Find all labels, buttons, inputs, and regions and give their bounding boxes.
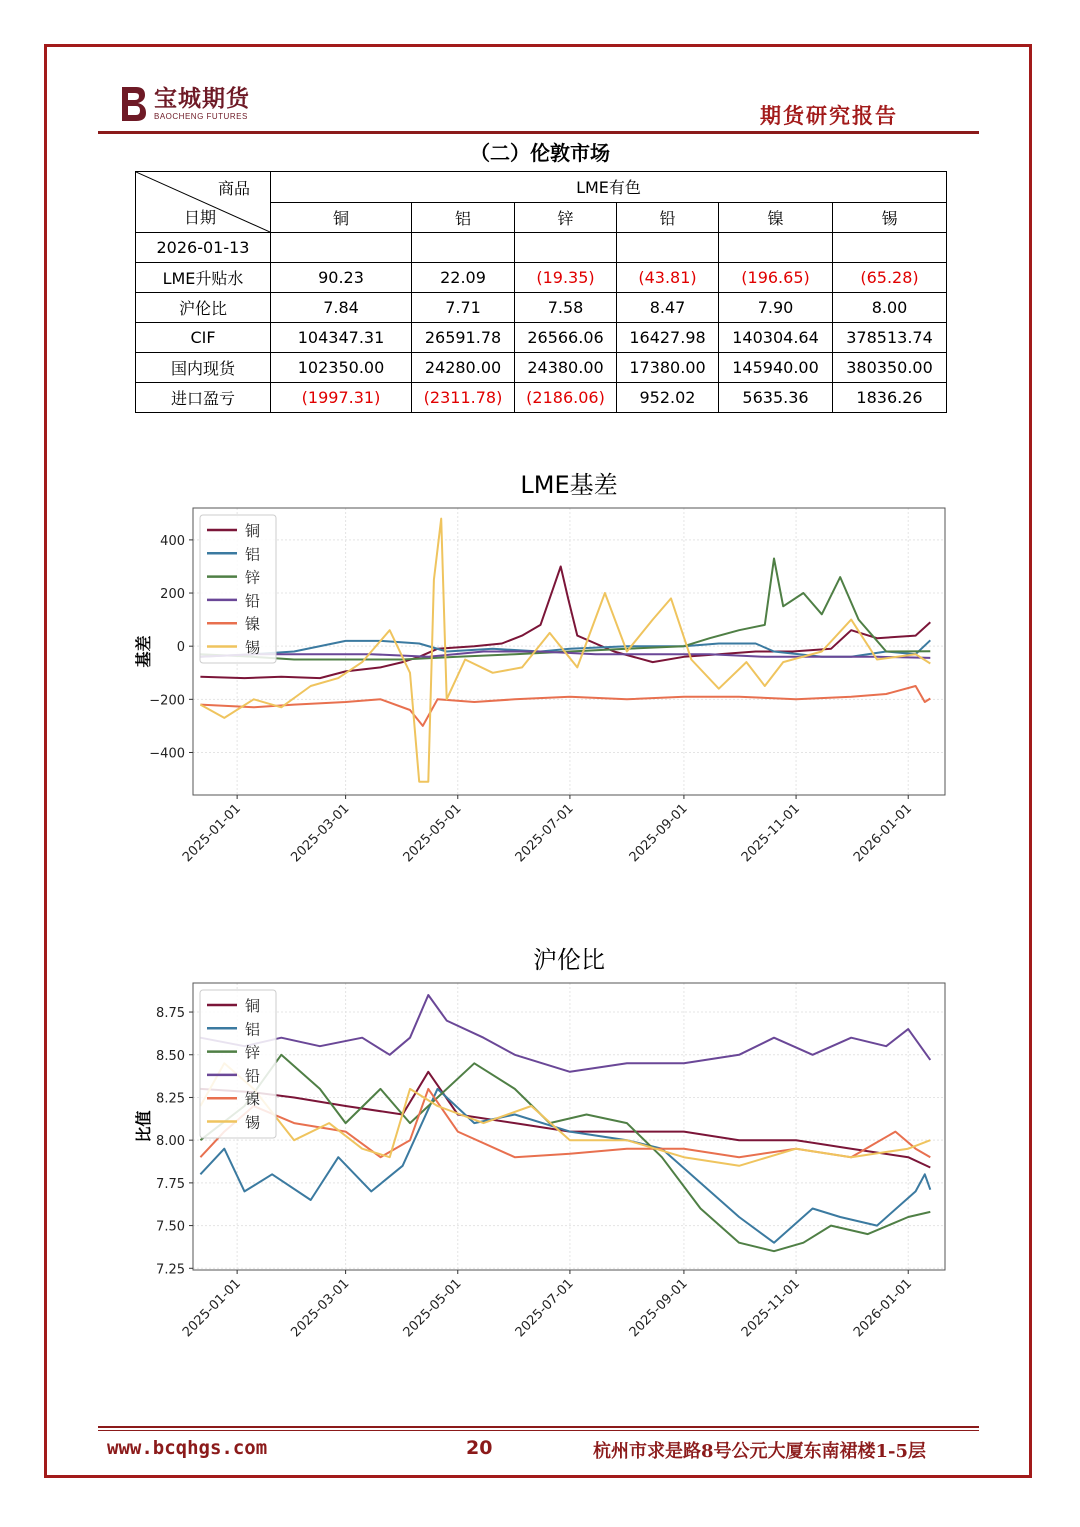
chart-legend [200,990,276,1138]
sh-lme-ratio-chart [120,940,960,1360]
x-tick-label: 2025-01-01 [179,801,244,866]
y-tick-label: 0 [176,640,185,656]
x-tick-label: 2025-11-01 [738,1276,803,1341]
x-tick-label: 2025-05-01 [400,801,465,866]
legend-label: 镍 [245,1090,261,1109]
logo-mark-icon [118,84,148,124]
row-label: CIF [136,323,271,353]
value-cell: 90.23 [271,263,412,293]
legend-label: 锌 [245,1043,261,1062]
lme-basis-chart [120,465,960,885]
value-cell: 7.84 [271,293,412,323]
empty-cell [617,233,719,263]
plot-area [193,983,945,1270]
value-cell: 7.90 [719,293,833,323]
row-label: 进口盈亏 [136,383,271,413]
x-tick-label: 2026-01-01 [851,1276,916,1341]
y-tick-label: 7.25 [156,1262,185,1278]
section-title: （二）伦敦市场 [470,141,610,165]
logo-name-en: BAOCHENG FUTURES [154,112,248,121]
value-cell: 104347.31 [271,323,412,353]
value-cell: 26591.78 [412,323,515,353]
y-tick-label: 400 [160,533,185,549]
chart-title: 沪伦比 [533,946,605,974]
metal-header: 铝 [412,202,515,233]
value-cell: (2311.78) [412,383,515,413]
metal-header: 锌 [515,202,617,233]
value-cell: (19.35) [515,263,617,293]
table-corner-cell [136,172,271,233]
x-tick-label: 2025-11-01 [738,801,803,866]
value-cell: 7.71 [412,293,515,323]
empty-cell [833,233,947,263]
empty-cell [515,233,617,263]
row-label: 沪伦比 [136,293,271,323]
page-number: 20 [466,1437,493,1459]
x-tick-label: 2025-05-01 [400,1276,465,1341]
x-tick-label: 2025-03-01 [288,801,353,866]
logo-name-cn: 宝城期货 [154,85,250,112]
value-cell: (65.28) [833,263,947,293]
y-tick-label: −400 [149,746,185,762]
table-row [136,383,947,413]
x-tick-label: 2025-07-01 [512,801,577,866]
legend-box [200,515,276,663]
legend-label: 锡 [245,1113,261,1132]
y-tick-label: 8.25 [156,1091,185,1107]
y-tick-label: 8.50 [156,1048,185,1064]
metal-header: 镍 [719,202,833,233]
metal-header: 锡 [833,202,947,233]
value-cell: 22.09 [412,263,515,293]
legend-label: 铅 [245,591,261,610]
value-cell: 7.58 [515,293,617,323]
header-rule [98,131,979,134]
table-body [136,263,947,413]
chart-title: LME基差 [520,471,618,499]
legend-box [200,990,276,1138]
empty-cell [271,233,412,263]
value-cell: 102350.00 [271,353,412,383]
y-tick-label: 8.00 [156,1134,185,1150]
value-cell: (2186.06) [515,383,617,413]
legend-label: 锡 [245,638,261,657]
y-tick-label: 200 [160,587,185,603]
lme-table [135,171,947,413]
y-tick-label: −200 [149,693,185,709]
group-header: LME有色 [271,172,947,203]
value-cell: 24380.00 [515,353,617,383]
legend-label: 铝 [245,1020,261,1039]
legend-label: 铜 [245,522,261,540]
corner-label-commodity: 商品 [217,179,250,198]
value-cell: 140304.64 [719,323,833,353]
value-cell: 26566.06 [515,323,617,353]
row-label: LME升贴水 [136,263,271,293]
table-row [136,323,947,353]
value-cell: 8.47 [617,293,719,323]
value-cell: 5635.36 [719,383,833,413]
value-cell: (43.81) [617,263,719,293]
footer-website: www.bcqhgs.com [107,1437,268,1459]
value-cell: 378513.74 [833,323,947,353]
date-cell: 2026-01-13 [136,233,271,263]
legend-label: 铝 [245,545,261,564]
report-title: 期货研究报告 [760,103,898,128]
corner-label-date: 日期 [184,208,217,227]
footer-rule-bottom [98,1430,979,1431]
legend-label: 铜 [245,997,261,1015]
x-tick-label: 2025-07-01 [512,1276,577,1341]
footer-rule-top [98,1426,979,1428]
table-row [136,263,947,293]
value-cell: 380350.00 [833,353,947,383]
value-cell: 8.00 [833,293,947,323]
row-label: 国内现货 [136,353,271,383]
legend-label: 锌 [245,568,261,587]
y-tick-label: 7.50 [156,1219,185,1235]
y-axis-label: 比值 [134,1110,153,1143]
table-row [136,293,947,323]
empty-cell [412,233,515,263]
value-cell: (1997.31) [271,383,412,413]
x-tick-label: 2026-01-01 [851,801,916,866]
y-tick-label: 7.75 [156,1176,185,1192]
metal-header: 铜 [271,202,412,233]
chart-legend [200,515,276,663]
value-cell: 952.02 [617,383,719,413]
x-tick-label: 2025-09-01 [626,1276,691,1341]
y-axis-label: 基差 [134,635,153,668]
x-tick-label: 2025-03-01 [288,1276,353,1341]
value-cell: 16427.98 [617,323,719,353]
y-tick-label: 8.75 [156,1006,185,1022]
value-cell: 17380.00 [617,353,719,383]
metal-header: 铅 [617,202,719,233]
empty-cell [719,233,833,263]
x-tick-label: 2025-01-01 [179,1276,244,1341]
table-row [136,353,947,383]
x-tick-label: 2025-09-01 [626,801,691,866]
value-cell: 1836.26 [833,383,947,413]
footer-address: 杭州市求是路8号公元大厦东南裙楼1-5层 [593,1441,927,1462]
company-logo [118,84,250,124]
value-cell: 24280.00 [412,353,515,383]
value-cell: 145940.00 [719,353,833,383]
value-cell: (196.65) [719,263,833,293]
legend-label: 镍 [245,615,261,634]
legend-label: 铅 [245,1066,261,1085]
